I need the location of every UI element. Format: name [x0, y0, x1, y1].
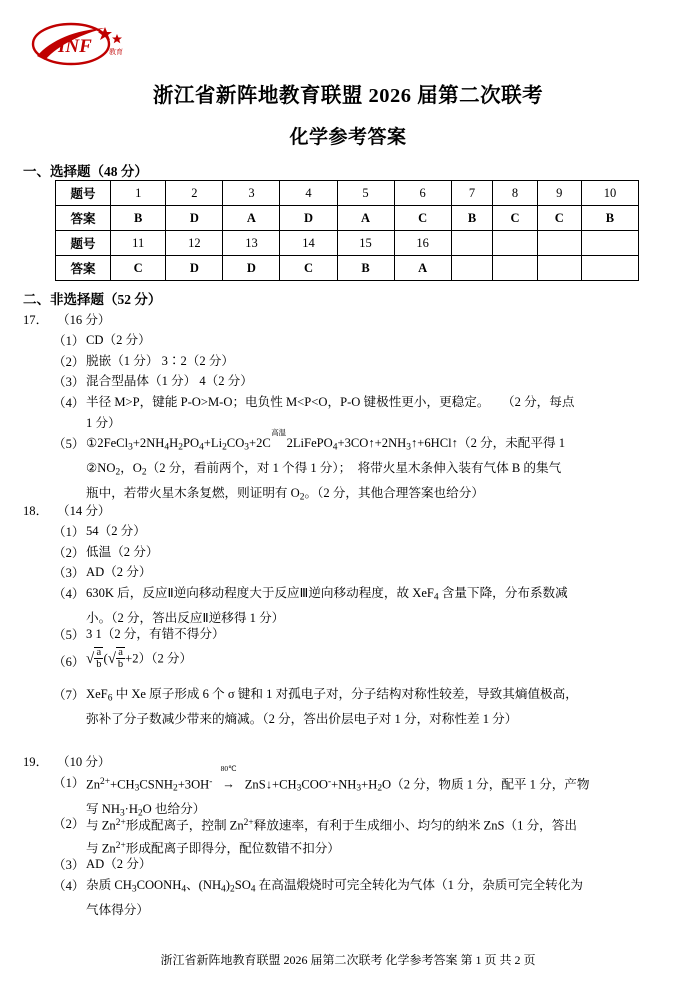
q19-item3-text: AD（2 分） — [86, 857, 152, 871]
question-score-17: （16 分） — [57, 313, 111, 327]
table-cell-empty — [581, 231, 638, 256]
table-cell-empty — [451, 231, 493, 256]
q18-item6-label: （6） — [53, 655, 85, 669]
q17-item5-line3: 瓶中，若带火星木条复燃，则证明有 $O_2$。（2 分，其他合理答案也给分） — [86, 485, 484, 503]
q18-item3-label: （3） — [53, 566, 85, 580]
q17-item4-label: （4） — [53, 396, 85, 410]
table-cell: A — [337, 206, 394, 231]
table-row — [56, 206, 639, 231]
q17-item2-label: （2） — [53, 355, 85, 369]
q18-item6-tail: +2）（2 分） — [125, 651, 193, 666]
q19-item1-label: （1） — [53, 776, 85, 790]
table-cell: A — [223, 206, 280, 231]
q18-item7-text — [86, 684, 686, 730]
q18-item3-text: AD（2 分） — [86, 565, 152, 579]
question-number-18: 18． — [23, 504, 49, 518]
row-label-answer: 答案 — [56, 206, 111, 231]
q17-item1-text: CD（2 分） — [86, 333, 151, 347]
answer-table — [55, 180, 639, 281]
table-cell: D — [166, 256, 223, 281]
table-cell-empty — [451, 256, 493, 281]
q19-item1-line1: $Zn^{2+}+CH_3CSNH_2+3OH^-$ 80℃ → $ZnS↓+CH_3COO^-+NH_3+H_2O(2$ 分，物质 1 分，配平 1 分，产物 — [86, 764, 590, 794]
section-heading-multiple-choice: 一、选择题（48 分） — [23, 164, 148, 179]
table-cell-empty — [581, 256, 638, 281]
page-subtitle: 化学参考答案 — [289, 127, 407, 148]
q18-item2-text: 低温（2 分） — [86, 545, 159, 559]
table-cell: 12 — [166, 231, 223, 256]
table-cell: 11 — [111, 231, 166, 256]
q19-item3-label: （3） — [53, 858, 85, 872]
reaction-arrow: 80℃ → — [220, 764, 237, 792]
table-cell: B — [111, 206, 166, 231]
table-cell: 6 — [394, 181, 451, 206]
xinzhendi-education-logo — [31, 22, 139, 67]
q18-item7-line1: XeF$_6$ 中 Xe 原子形成 6 个 σ 键和 1 对孤电子对，分子结构对称性较差，导致其熵值极高， — [86, 687, 578, 704]
page-title: 浙江省新阵地教育联盟 2026 届第二次联考 — [152, 85, 544, 107]
row-label-question: 题号 — [56, 231, 111, 256]
q18-item5-text: 3 1（2 分，有错不得分） — [86, 627, 225, 641]
q17-item4-line1: 半径 M>P，键能 P-O>M-O；电负性 M<P<O，P-O 键极性更小，更稳定。 （2 分，每点 — [86, 395, 575, 409]
q18-item1-label: （1） — [53, 525, 85, 539]
table-cell: 5 — [337, 181, 394, 206]
q19-item2-line1: 与 $Zn^{2+}$形成配离子，控制 $Zn^{2+}$释放速率，有利于生成细小、均匀的纳米 ZnS（1 分，答出 — [86, 818, 577, 833]
table-cell: 8 — [493, 181, 537, 206]
q18-item7-line2: 弥补了分子数减少带来的熵减。（2 分，答出价层电子对 1 分，对称性差 1 分） — [86, 711, 518, 726]
svg-text:INF: INF — [58, 36, 92, 57]
table-cell: 1 — [111, 181, 166, 206]
q19-item4-line1: 杂质 $CH_3COONH_4$、$(NH_4)_2SO_4$ 在高温煅烧时可完全转化为气体（1 分，杂质可完全转化为 — [86, 878, 583, 895]
q17-item5-line1: $①2FeCl_3+2NH_4H_2PO_4+Li_2CO_3+2C$ 高温 $2LiFePO_4+3CO↑+2NH_3↑+6HCl↑(2$ 分，未配平得 1 — [86, 428, 566, 453]
table-cell: 2 — [166, 181, 223, 206]
q17-item4-text — [86, 392, 686, 433]
frac-denominator: b — [96, 659, 102, 671]
q18-item7-label: （7） — [53, 688, 85, 702]
question-number-19: 19． — [23, 755, 49, 769]
table-cell: 3 — [223, 181, 280, 206]
q19-item2-text — [86, 813, 686, 859]
table-cell: C — [493, 206, 537, 231]
table-cell-empty — [537, 256, 581, 281]
table-cell: B — [451, 206, 493, 231]
section-heading-free-response: 二、非选择题（52 分） — [23, 292, 162, 307]
table-cell: C — [394, 206, 451, 231]
table-cell: D — [223, 256, 280, 281]
table-row — [56, 231, 639, 256]
table-cell: A — [394, 256, 451, 281]
table-cell-empty — [537, 231, 581, 256]
table-cell-empty — [493, 231, 537, 256]
question-number-17: 17． — [23, 313, 49, 327]
question-score-18: （14 分） — [57, 504, 111, 518]
frac2-numerator: a — [116, 647, 125, 659]
frac2-denominator: b — [117, 659, 124, 671]
frac-numerator: a — [94, 647, 103, 659]
q19-item2-line2: 与 $Zn^{2+}$形成配离子即得分，配位数错不扣分） — [86, 840, 340, 856]
table-cell-empty — [493, 256, 537, 281]
q19-item4-text — [86, 875, 686, 921]
table-cell: C — [537, 206, 581, 231]
q19-item2-label: （2） — [53, 817, 85, 831]
q18-item1-text: 54（2 分） — [86, 524, 146, 538]
q18-item4-line1: 630K 后，反应Ⅱ逆向移动程度大于反应Ⅲ逆向移动程度，故 XeF$_4$ 含量下降，分布系数减 — [86, 586, 568, 603]
table-cell: 15 — [337, 231, 394, 256]
table-cell: 9 — [537, 181, 581, 206]
row-label-answer: 答案 — [56, 256, 111, 281]
table-cell: C — [280, 256, 337, 281]
question-score-19: （10 分） — [57, 755, 111, 769]
sqrt-icon: √ $\frac{a}{b}$ — [86, 647, 102, 671]
q17-item4-line2: 1 分） — [86, 415, 121, 430]
q17-item2-text: 脱嵌（1 分） 3∶2（2 分） — [86, 354, 234, 368]
table-cell: D — [280, 206, 337, 231]
q18-item6-formula: √ $\frac{a}{b}$ (√ $\frac{a}{b}$ +2）（2 分） — [86, 647, 193, 671]
sqrt-icon-2: √ $\frac{a}{b}$ — [107, 647, 124, 671]
table-cell: 4 — [280, 181, 337, 206]
table-cell: 14 — [280, 231, 337, 256]
q17-item5-text — [86, 428, 686, 508]
row-label-question: 题号 — [56, 181, 111, 206]
table-cell: 16 — [394, 231, 451, 256]
table-row — [56, 256, 639, 281]
q17-item3-text: 混合型晶体（1 分） 4（2 分） — [86, 374, 253, 388]
q18-item5-label: （5） — [53, 628, 85, 642]
q18-item4-text — [86, 583, 686, 629]
page-footer: 浙江省新阵地教育联盟 2026 届第二次联考 化学参考答案 第 1 页 共 2 页 — [160, 953, 536, 967]
q18-item4-label: （4） — [53, 587, 85, 601]
q19-item4-line2: 气体得分） — [86, 902, 149, 917]
table-cell: B — [337, 256, 394, 281]
table-cell: C — [111, 256, 166, 281]
q18-item2-label: （2） — [53, 546, 85, 560]
table-cell: B — [581, 206, 638, 231]
q19-item1-line2: 写 $NH_3\cdot H_2O$ 也给分） — [86, 802, 206, 819]
q17-item5-label: （5） — [53, 437, 85, 451]
table-cell: 7 — [451, 181, 493, 206]
q17-item1-label: （1） — [53, 334, 85, 348]
table-cell: D — [166, 206, 223, 231]
svg-text:教育: 教育 — [109, 49, 123, 56]
q17-item3-label: （3） — [53, 375, 85, 389]
q17-item5-line2: $②NO_2$，$O_2(2$ 分，看前两个，对 1 个得 1 分）； 将带火星木条伸入装有气体 B 的集气 — [86, 460, 562, 478]
table-cell: 13 — [223, 231, 280, 256]
q19-item4-label: （4） — [53, 879, 85, 893]
q18-item4-line2: 小。（2 分，答出反应Ⅱ逆移得 1 分） — [86, 610, 285, 625]
table-row — [56, 181, 639, 206]
table-cell: 10 — [581, 181, 638, 206]
